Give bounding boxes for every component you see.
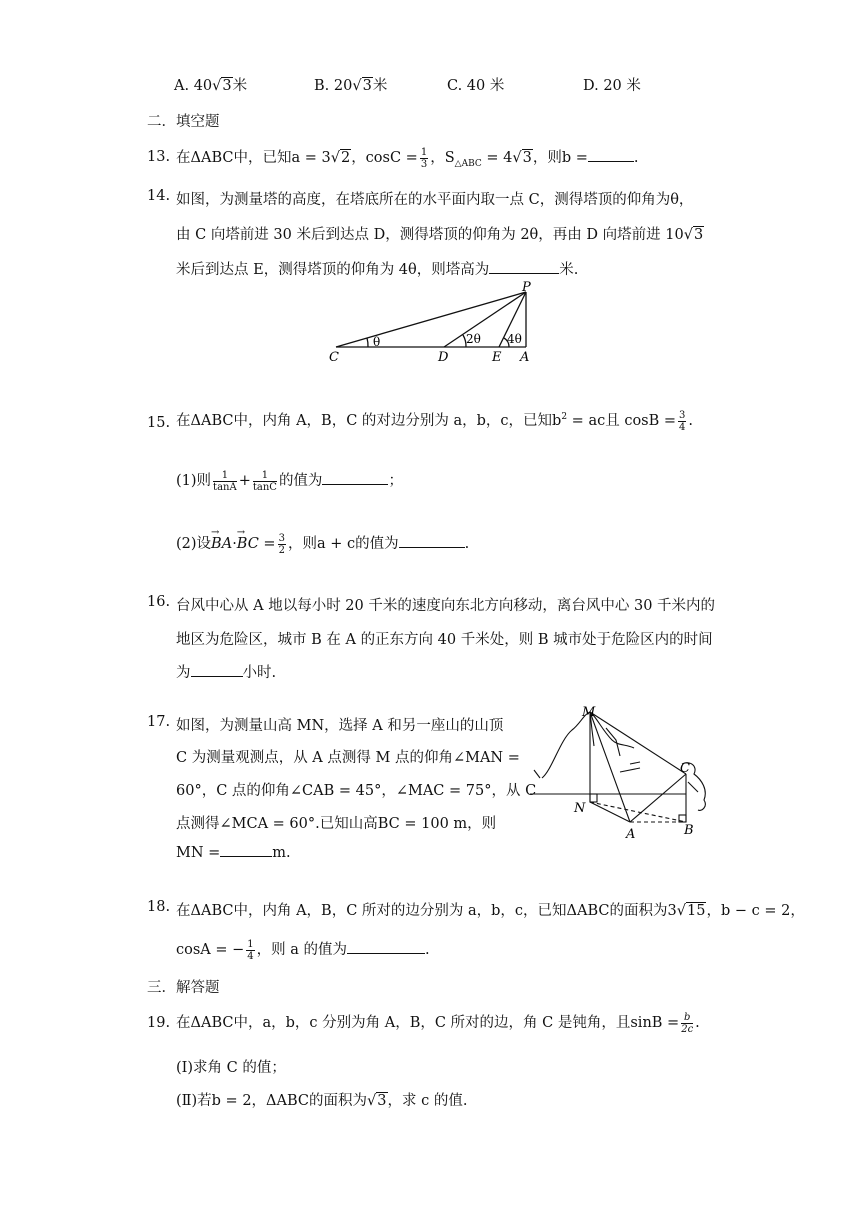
line-cp <box>336 292 526 347</box>
label-m: M <box>582 705 596 720</box>
option-c <box>447 74 504 95</box>
q19-part1: (Ⅰ)求角 C 的值； <box>176 1060 286 1076</box>
section-heading-fill-in: 二．填空题 <box>147 114 220 130</box>
q13-fraction: $\frac{1}{3}$ <box>420 146 428 170</box>
q17-answer-blank[interactable] <box>220 856 272 857</box>
q14-answer-blank[interactable] <box>489 273 559 274</box>
label-theta: θ <box>373 335 381 349</box>
q19-p2-text: (Ⅱ)若b = 2，ΔABC的面积为 <box>176 1093 368 1109</box>
label-4theta: 4θ <box>507 332 522 346</box>
q17-line5 <box>176 845 291 861</box>
q15-frac-tanA: $\frac{1}{\tan A}$ <box>213 469 237 493</box>
q15-p1-answer-blank[interactable] <box>322 484 388 485</box>
q14-line3-unit: 米. <box>559 262 579 278</box>
q18-line2 <box>176 938 430 962</box>
q17-line4: 点测得∠MCA = 60°.已知山高BC = 100 m，则 <box>176 816 497 832</box>
q15-eq: = <box>258 536 276 552</box>
mountain-figure <box>522 700 722 850</box>
label-e: E <box>492 350 502 365</box>
label-n: N <box>574 801 586 816</box>
q13-part6: . <box>633 150 639 166</box>
q18-answer-blank[interactable] <box>347 953 425 954</box>
q14-line3 <box>176 258 578 279</box>
q16-line2: 地区为危险区，城市 B 在 A 的正东方向 40 千米处，则 B 城市处于危险区内的时间 <box>176 632 713 648</box>
right-angle-n <box>590 794 597 802</box>
q15-p2-end: . <box>464 536 470 552</box>
q19-p2-end: ，求 c 的值. <box>387 1093 468 1109</box>
vector-bc: → BC <box>236 527 259 552</box>
option-a-unit: 米 <box>232 78 248 94</box>
option-d-text: 20 米 <box>603 78 641 94</box>
q13-part5: ，则b = <box>532 150 588 166</box>
q17-line5-text: MN = <box>176 845 221 861</box>
q14-line2-root: 3 <box>693 227 704 243</box>
q17-line3: 60°，C 点的仰角∠CAB = 45°，∠MAC = 75°，从 C <box>176 783 537 799</box>
q13-part4: = 4 <box>481 150 513 166</box>
section-heading-answer: 三．解答题 <box>147 980 220 996</box>
option-b: B. 20√3米 <box>314 78 388 94</box>
option-b-unit: 米 <box>372 78 388 94</box>
q15-part2 <box>176 527 470 556</box>
q16-answer-blank[interactable] <box>191 676 243 677</box>
option-b-value: 20 <box>333 78 353 94</box>
q13-part2: ，cosC = <box>351 150 418 166</box>
line-ac <box>630 774 686 822</box>
q13-part1: 在ΔABC中，已知a = 3 <box>176 150 331 166</box>
q13-root3: 3 <box>522 150 532 166</box>
q17-line1: 如图，为测量山高 MN，选择 A 和另一座山的山顶 <box>176 718 504 734</box>
q14-line3-text: 米后到达点 E，测得塔顶的仰角为 4θ，则塔高为 <box>176 262 490 278</box>
option-a: A. 40√3米 <box>174 78 248 94</box>
question-number-17: 17. <box>147 714 171 730</box>
label-c2: C <box>680 761 690 776</box>
option-a-root: 3 <box>222 78 232 94</box>
q13-subscript: △ABC <box>454 158 482 169</box>
q19-text-b: . <box>695 1015 700 1031</box>
question-number-19: 19. <box>147 1015 171 1031</box>
question-number-14: 14. <box>147 188 171 204</box>
q15-p2-text: (2)设 <box>176 536 212 552</box>
q15-p2-suffix: ，则a + c的值为 <box>287 536 399 552</box>
label-c: C <box>329 350 339 365</box>
option-b-root: 3 <box>362 78 372 94</box>
q14-line1: 如图，为测量塔的高度，在塔底所在的水平面内取一点 C，测得塔顶的仰角为θ， <box>176 192 694 208</box>
option-d <box>583 74 641 95</box>
label-2theta: 2θ <box>466 332 481 346</box>
vector-ba: → BA <box>211 527 233 552</box>
q15-text-a: 在ΔABC中，内角 A，B，C 的对边分别为 a，b，c，已知b <box>176 413 562 429</box>
question-number-13: 13. <box>147 149 171 165</box>
q15-frac-tanC: $\frac{1}{\tan C}$ <box>252 469 277 493</box>
q15-line1: 在ΔABC中，内角 A，B，C 的对边分别为 a，b，c，已知$b^2$ = ac且 cosB = $\frac{3}{4}$ . <box>176 409 694 433</box>
question-number-16: 16. <box>147 594 171 610</box>
option-b-label: B. <box>314 78 330 94</box>
q18-text-c: cosA = − <box>176 942 245 958</box>
q18-text-d: ，则 a 的值为 <box>256 942 348 958</box>
option-c-label: C. <box>447 78 463 94</box>
q18-root: 15 <box>687 903 706 919</box>
q13-part3: ，S <box>430 150 455 166</box>
q15-text-b: = ac且 cosB = <box>567 413 677 429</box>
q15-plus: + <box>238 473 251 489</box>
q15-dot: · <box>232 536 237 552</box>
question-number-15: 15. <box>147 415 171 431</box>
tower-figure <box>326 280 536 366</box>
option-c-text: 40 米 <box>466 78 505 94</box>
label-d: D <box>438 350 449 365</box>
label-a2: A <box>626 827 636 842</box>
q18-fraction: $\frac{1}{4}$ <box>247 938 254 962</box>
q15-p2-answer-blank[interactable] <box>399 547 465 548</box>
q19-line1 <box>176 1011 700 1035</box>
q13-root2: 2 <box>340 150 351 166</box>
option-a-value: 40 <box>193 78 213 94</box>
mountain-hatch <box>534 770 540 778</box>
q16-line3-unit: 小时. <box>242 665 277 681</box>
q16-line1: 台风中心从 A 地以每小时 20 千米的速度向东北方向移动，离台风中心 30 千米内的 <box>176 598 716 614</box>
mountain-outline <box>542 712 634 778</box>
q15-p1-suffix: 的值为 <box>278 473 323 489</box>
question-13-text: 在ΔABC中，已知a = 3√2，cosC = $\frac{1}{3}$ ，$S_{\triangle ABC} = 4√3$，则b = . <box>176 146 639 170</box>
q15-p1-text: (1)则 <box>176 473 212 489</box>
q18-text-b: ，b − c = 2， <box>706 903 805 919</box>
q14-line2: 由 C 向塔前进 30 米后到达点 D，测得塔顶的仰角为 2θ，再由 D 向塔前进 10√3 <box>176 227 704 243</box>
q16-line3-text: 为 <box>176 665 191 681</box>
label-a: A <box>520 350 530 365</box>
label-p: P <box>522 280 531 295</box>
q13-answer-blank[interactable] <box>588 161 634 162</box>
label-b: B <box>684 823 694 838</box>
q15-fraction: $\frac{3}{4}$ <box>679 409 686 433</box>
option-d-label: D. <box>583 78 599 94</box>
q16-line3 <box>176 661 276 682</box>
q15-frac-3-2: $\frac{3}{2}$ <box>278 532 285 556</box>
q18-line1: 在ΔABC中，内角 A，B，C 所对的边分别为 a，b，c，已知ΔABC的面积为3√15，b − c = 2， <box>176 903 805 919</box>
q15-p1-end: ； <box>388 473 403 489</box>
q19-fraction: $\frac{b}{2c}$ <box>681 1011 694 1035</box>
arc-theta <box>367 338 368 347</box>
q17-line5-unit: m. <box>272 845 291 861</box>
option-a-label: A. <box>174 78 190 94</box>
q19-text-a: 在ΔABC中，a，b，c 分别为角 A，B，C 所对的边，角 C 是钝角，且sinB = <box>176 1015 680 1031</box>
q14-line2-text: 由 C 向塔前进 30 米后到达点 D，测得塔顶的仰角为 2θ，再由 D 向塔前进 10 <box>176 227 684 243</box>
q15-sup: 2 <box>561 412 568 423</box>
line-nb <box>590 802 686 822</box>
q18-text-e: . <box>425 942 430 958</box>
q19-part2: (Ⅱ)若b = 2，ΔABC的面积为√3，求 c 的值. <box>176 1093 468 1109</box>
q17-line2: C 为测量观测点，从 A 点测得 M 点的仰角∠MAN = <box>176 750 520 766</box>
line-mc <box>590 712 686 774</box>
q19-p2-root: 3 <box>377 1093 387 1109</box>
question-number-18: 18. <box>147 899 171 915</box>
q18-text-a: 在ΔABC中，内角 A，B，C 所对的边分别为 a，b，c，已知ΔABC的面积为3 <box>176 903 677 919</box>
q15-part1 <box>176 469 403 493</box>
